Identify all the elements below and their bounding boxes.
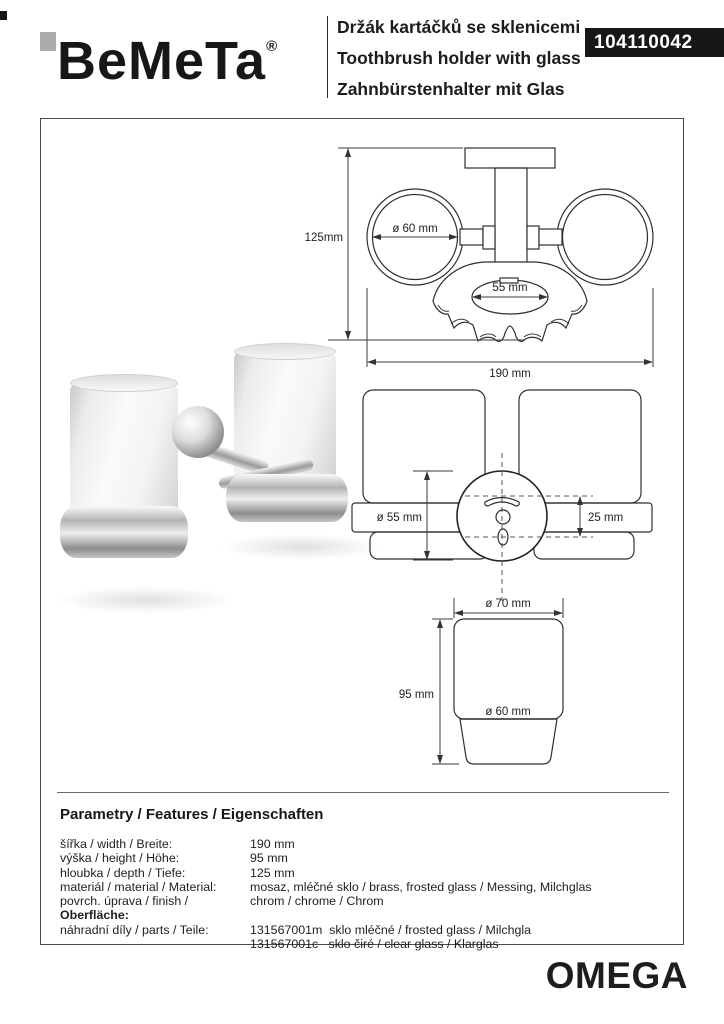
left-chrome-holder-ring xyxy=(60,506,188,558)
left-connector-bar xyxy=(460,229,483,245)
header-vertical-divider xyxy=(327,16,328,98)
param-label-text: povrch. úprava / finish / xyxy=(60,894,192,909)
cup-bottom-outline xyxy=(460,719,557,764)
right-chrome-holder-ring xyxy=(226,474,348,522)
product-title-german: Zahnbürstenhalter mit Glas xyxy=(337,79,565,99)
cup-body-outline xyxy=(454,619,563,719)
wall-mount-rosette xyxy=(172,406,224,458)
right-ring-outer xyxy=(557,189,653,285)
dim-55-label: ø 55 mm xyxy=(376,512,422,524)
param-value: mosaz, mléčné sklo / brass, frosted glass / Messing, Milchglas xyxy=(250,879,592,894)
param-value: 131567001c sklo čiré / clear glass / Klarglas xyxy=(250,937,499,952)
parameters-divider xyxy=(57,792,669,793)
product-title-czech: Držák kartáčků se sklenicemi xyxy=(337,17,581,37)
dim-60-label: ø 60 mm xyxy=(392,223,438,235)
product-titles xyxy=(337,12,587,105)
param-label xyxy=(60,894,250,923)
param-row-finish xyxy=(60,894,660,923)
left-cup-shadow xyxy=(58,586,234,614)
right-connector-bar xyxy=(539,229,562,245)
param-value: 95 mm xyxy=(250,851,288,866)
param-label: výška / height / Höhe: xyxy=(60,851,180,866)
param-label-bold-text: Oberfläche: xyxy=(60,908,129,923)
param-row-width xyxy=(60,837,660,851)
param-row-parts-2 xyxy=(60,937,660,951)
param-label: šířka / width / Breite: xyxy=(60,837,173,851)
right-connector-block xyxy=(527,226,539,249)
dim-55-label: 55 mm xyxy=(492,282,528,294)
top-view-drawing xyxy=(340,385,690,605)
page-corner-mark xyxy=(0,11,7,20)
left-connector-block xyxy=(483,226,495,249)
cup-view-drawing xyxy=(390,592,595,784)
param-row-parts xyxy=(60,923,660,937)
logo-square-icon xyxy=(40,32,56,51)
left-cup-rim xyxy=(70,374,178,392)
bemeta-logo xyxy=(40,20,320,90)
left-cup-outline xyxy=(363,390,485,503)
front-view-drawing xyxy=(304,140,670,382)
dim-25-label: 25 mm xyxy=(588,512,624,524)
product-photo xyxy=(50,340,350,625)
series-name: OMEGA xyxy=(545,955,688,996)
mount-post xyxy=(495,168,527,264)
parameters-heading: Parametry / Features / Eigenschaften xyxy=(60,806,324,823)
registered-trademark-symbol: ® xyxy=(266,38,278,55)
param-row-height xyxy=(60,851,660,865)
product-code-badge: 104110042 xyxy=(585,28,724,57)
parameters-table xyxy=(60,837,660,951)
right-cup-outline xyxy=(519,390,641,503)
dim-70-label: ø 70 mm xyxy=(485,598,531,610)
param-label: hloubka / depth / Tiefe: xyxy=(60,865,186,880)
param-value: chrom / chrome / Chrom xyxy=(250,894,384,909)
param-label: materiál / material / Material: xyxy=(60,879,217,894)
param-row-depth xyxy=(60,866,660,880)
product-title-english: Toothbrush holder with glass xyxy=(337,48,581,68)
dim-190-label: 190 mm xyxy=(489,368,531,380)
dim-60-label: ø 60 mm xyxy=(485,706,531,718)
scalloped-holder xyxy=(433,262,587,341)
wall-plate xyxy=(465,148,555,168)
param-value: 131567001m sklo mléčné / frosted glass / Milchgla xyxy=(250,922,531,937)
right-ring-inner xyxy=(563,195,648,280)
param-label: náhradní díly / parts / Teile: xyxy=(60,922,209,937)
logo-brand-text: BeMeTa xyxy=(57,31,267,91)
param-value: 125 mm xyxy=(250,865,295,880)
dim-125-label: 125mm xyxy=(304,232,343,244)
param-label xyxy=(60,937,250,951)
param-value: 190 mm xyxy=(250,837,295,851)
dim-95-label: 95 mm xyxy=(398,689,434,701)
logo-wordmark xyxy=(57,14,277,94)
right-cup-bottom xyxy=(534,532,634,559)
param-row-material xyxy=(60,880,660,894)
